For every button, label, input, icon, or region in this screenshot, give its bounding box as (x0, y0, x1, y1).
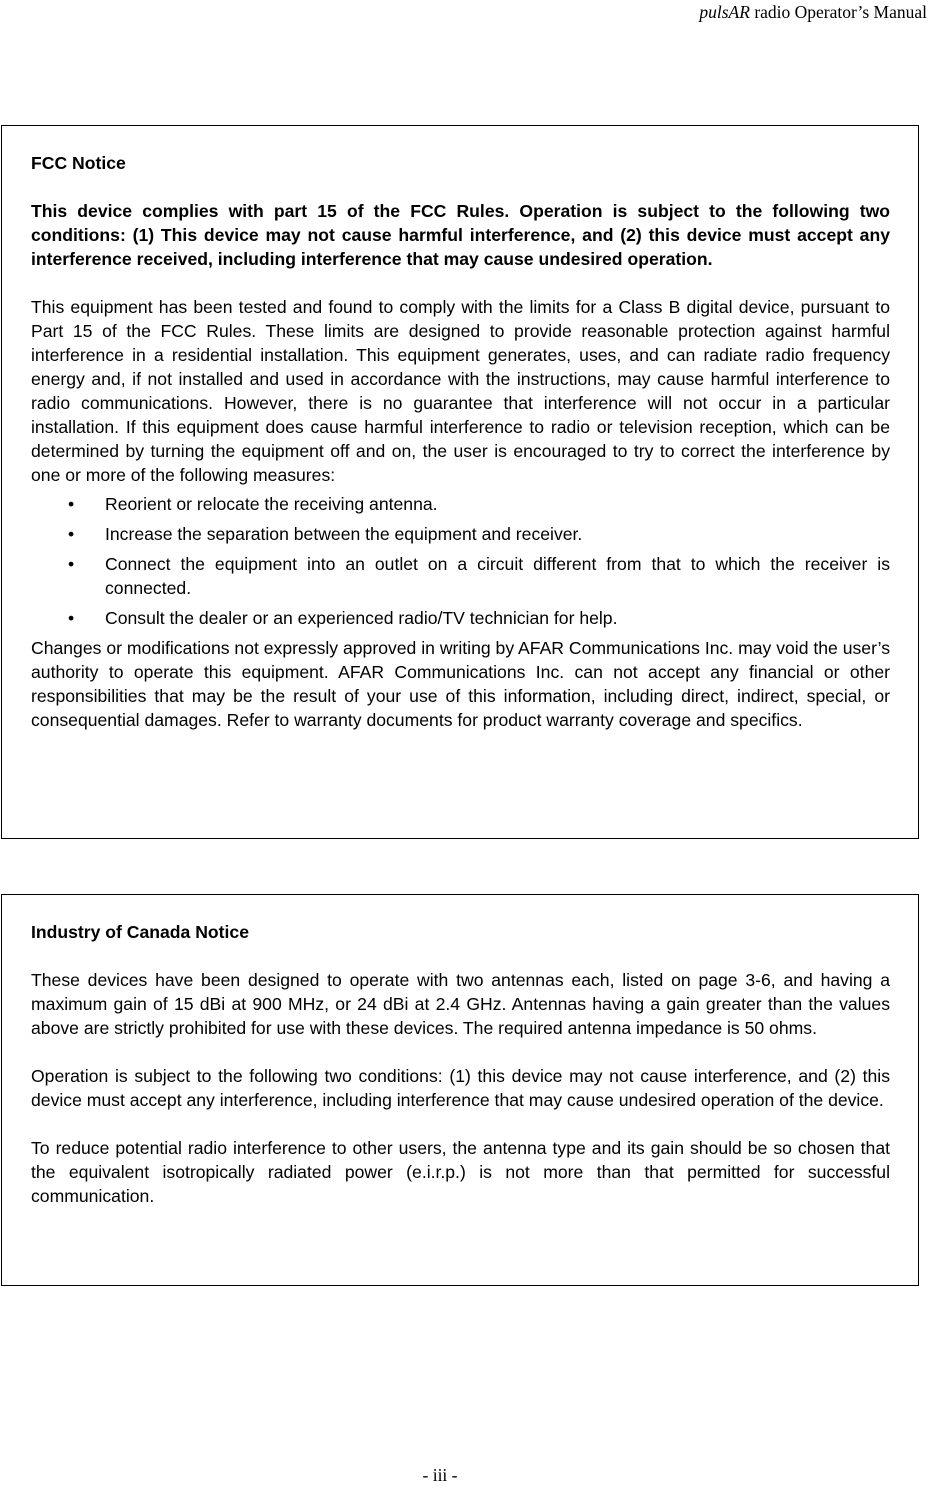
ic-antenna-statement: These devices have been designed to operate with two antennas each, listed on page 3-6, and having a maximum gain of 15 dBi at 900 MHz, or 24 dBi at 2.4 GHz. Antennas having a gain greater than the values above are strictly prohibited for use with these devices. The required antenna impedance is 50 ohms. (31, 970, 890, 1038)
measure-text: Consult the dealer or an experienced radio/TV technician for help. (105, 608, 618, 628)
fcc-measures-list (31, 492, 890, 630)
fcc-compliance-statement: This device complies with part 15 of the FCC Rules. Operation is subject to the following two conditions: (1) This device may not cause harmful interference, and (2) this device must accept any interference received, including interference that may cause undesired operation. (31, 201, 890, 269)
ic-notice-title: Industry of Canada Notice (31, 922, 249, 942)
page-number: - iii - (422, 1465, 458, 1485)
bullet-icon: • (68, 494, 75, 514)
fcc-notice-box (1, 125, 919, 839)
bullet-icon: • (68, 608, 75, 628)
running-header-product: pulsAR (699, 2, 750, 22)
measure-text: Connect the equipment into an outlet on a circuit different from that to which the receiver is connected. (105, 554, 890, 598)
ic-conditions-statement: Operation is subject to the following two conditions: (1) this device may not cause interference, and (2) this device must accept any interference, including interference that may cause undesired operation of the device. (31, 1066, 890, 1110)
fcc-changes-statement: Changes or modifications not expressly approved in writing by AFAR Communications Inc. may void the user’s authority to operate this equipment. AFAR Communications Inc. can not accept any financial or other responsibilities that may be the result of your use of this information, including direct, indirect, special, or consequential damages. Refer to warranty documents for product warranty coverage and specifics. (31, 638, 890, 730)
running-header (699, 2, 927, 22)
fcc-class-b-statement: This equipment has been tested and found to comply with the limits for a Class B digital device, pursuant to Part 15 of the FCC Rules. These limits are designed to provide reasonable protection against harmful interference in a residential installation. This equipment generates, uses, and can radiate radio frequency energy and, if not installed and used in accordance with the instructions, may cause harmful interference to radio communications. However, there is no guarantee that interference will not occur in a particular installation. If this equipment does cause harmful interference to radio or television reception, which can be determined by turning the equipment off and on, the user is encouraged to try to correct the interference by one or more of the following measures: (31, 297, 890, 485)
ic-eirp-statement: To reduce potential radio interference to other users, the antenna type and its gain should be so chosen that the equivalent isotropically radiated power (e.i.r.p.) is not more than that permitted for successful communication. (31, 1138, 890, 1206)
bullet-icon: • (68, 524, 75, 544)
measure-text: Increase the separation between the equipment and receiver. (105, 524, 583, 544)
list-item (31, 522, 890, 546)
list-item (31, 492, 890, 516)
measure-text: Reorient or relocate the receiving antenna. (105, 494, 438, 514)
fcc-notice-title: FCC Notice (31, 153, 126, 173)
list-item (31, 606, 890, 630)
list-item (31, 552, 890, 600)
running-header-title: radio Operator’s Manual (749, 2, 927, 22)
industry-canada-notice-box (1, 894, 919, 1286)
bullet-icon: • (68, 554, 75, 574)
